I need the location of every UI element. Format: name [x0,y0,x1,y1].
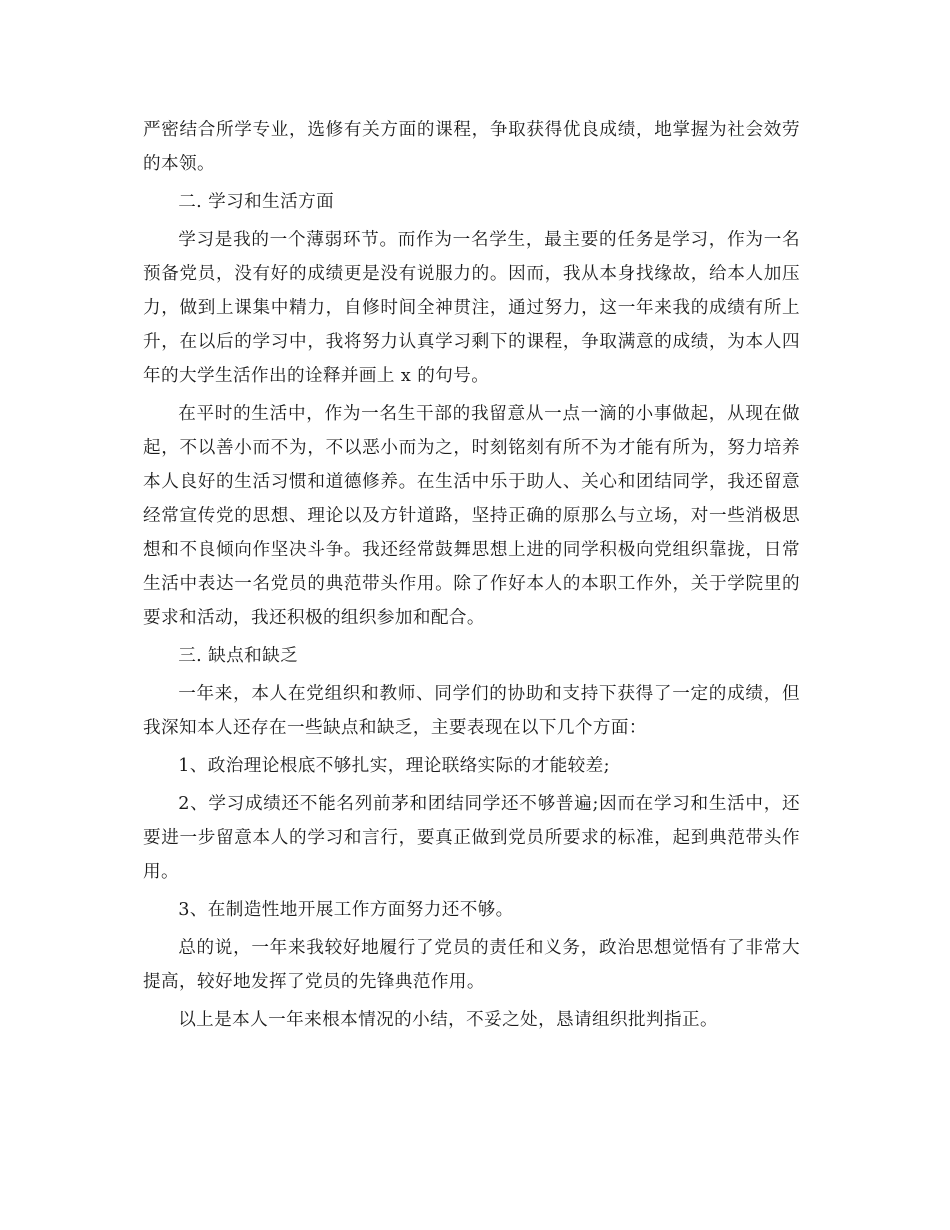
paragraph-life: 在平时的生活中，作为一名生干部的我留意从一点一滴的小事做起，从现在做起，不以善小而不为，不以恶小而为之，时刻铭刻有所不为才能有所为，努力培养本人良好的生活习惯和道德修养。在生活中乐于助人、关心和团结同学，我还留意经常宣传党的思想、理论以及方针道路，坚持正确的原那么与立场，对一些消极思想和不良倾向作坚决斗争。我还经常鼓舞思想上进的同学积极向党组织靠拢，日常生活中表达一名党员的典范带头作用。除了作好本人的本职工作外，关于学院里的要求和活动，我还积极的组织参加和配合。 [143,404,800,628]
list-item-1: 1、政治理论根底不够扎实，理论联络实际的才能较差; [178,756,610,776]
paragraph-summary: 总的说，一年来我较好地履行了党员的责任和义务，政治思想觉悟有了非常大提高，较好地发挥了党员的先锋典范作用。 [143,938,800,992]
paragraph-study: 学习是我的一个薄弱环节。而作为一名学生，最主要的任务是学习，作为一名预备党员，没有好的成绩更是没有说服力的。因而，我从本身找缘故，给本人加压力，做到上课集中精力，自修时间全神贯注，通过努力，这一年来我的成绩有所上升，在以后的学习中，我将努力认真学习剩下的课程，争取满意的成绩，为本人四年的大学生活作出的诠释并画上 x 的句号。 [143,230,800,386]
section-heading-study-life: 二. 学习和生活方面 [178,192,335,212]
paragraph-closing: 以上是本人一年来根本情况的小结，不妥之处，恳请组织批判指正。 [178,1010,719,1030]
document-body [143,113,800,1041]
list-item-2: 2、学习成绩还不能名列前茅和团结同学还不够普遍;因而在学习和生活中，还要进一步留意本人的学习和言行，要真正做到党员所要求的标准，起到典范带头作用。 [143,794,800,882]
section-heading-shortcomings: 三. 缺点和缺乏 [178,646,299,666]
paragraph-continuation: 严密结合所学专业，选修有关方面的课程，争取获得优良成绩，地掌握为社会效劳的本领。 [143,120,800,174]
paragraph-shortcomings-intro: 一年来，本人在党组织和教师、同学们的协助和支持下获得了一定的成绩，但我深知本人还存在一些缺点和缺乏，主要表现在以下几个方面： [143,684,800,738]
list-item-3: 3、在制造性地开展工作方面努力还不够。 [178,900,514,920]
